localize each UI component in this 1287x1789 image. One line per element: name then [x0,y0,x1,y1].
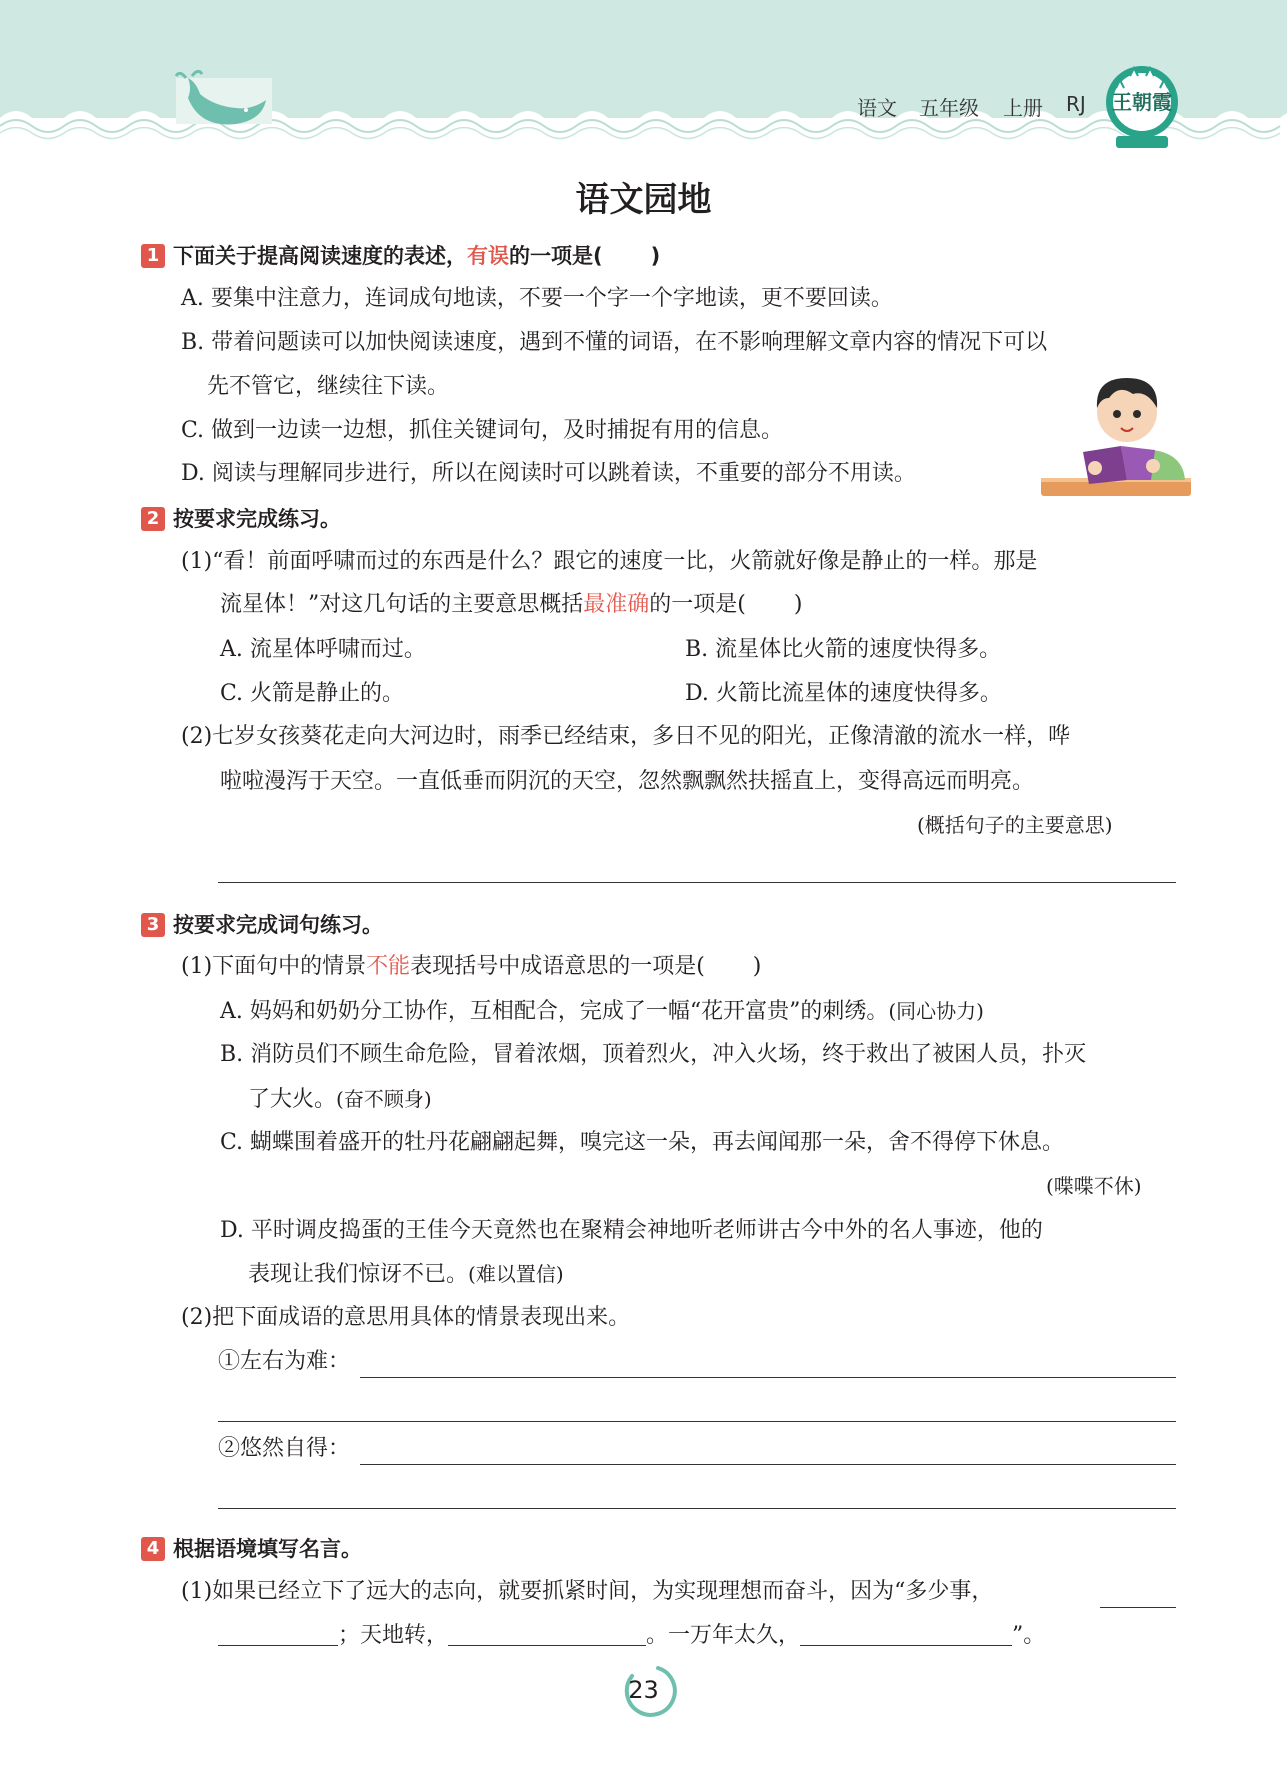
header-grade: 五年级 [919,96,979,120]
top-banner [0,0,1287,160]
option-text: D. 平时调皮捣蛋的王佳今天竟然也在聚精会神地听老师讲古今中外的名人事迹，他的 [220,1218,1043,1243]
option-text: A. 流星体呼啸而过。 [220,637,426,662]
sub-question-text: (1)“看！前面呼啸而过的东西是什么？跟它的速度一比，火箭就好像是静止的一样。那是 [181,549,1038,574]
page-title: 语文园地 [575,180,712,220]
question-2-stem: 2 按要求完成练习。 [141,504,341,534]
answer-line[interactable] [218,1421,1176,1422]
whale-icon [176,71,272,124]
header-volume: 上册 [1003,96,1043,120]
idiom-item: ①左右为难： [218,1349,351,1374]
idiom-item: ②悠然自得： [218,1436,351,1461]
question-number: 1 [141,244,165,268]
option-text: 表现让我们惊讶不已。(难以置信) [248,1262,564,1287]
question-number: 3 [141,913,165,937]
sub-question-text: (1)如果已经立下了远大的志向，就要抓紧时间，为实现理想而奋斗，因为“多少事， [181,1579,994,1604]
option-text: D. 阅读与理解同步进行，所以在阅读时可以跳着读，不重要的部分不用读。 [181,461,916,486]
boy-reading-illustration [1035,368,1195,508]
answer-blank[interactable] [218,1623,338,1646]
answer-line[interactable] [360,1464,1176,1465]
question-3-stem: 3 按要求完成词句练习。 [141,910,383,940]
answer-blank[interactable] [1100,1607,1176,1608]
brand-logo [1102,58,1182,154]
sub-question-text: (2)把下面成语的意思用具体的情景表现出来。 [181,1305,631,1330]
option-text: 先不管它，继续往下读。 [207,374,450,399]
question-4-stem: 4 根据语境填写名言。 [141,1534,362,1564]
answer-line[interactable] [218,882,1176,883]
instruction-hint: (概括句子的主要意思) [917,813,1113,837]
sub-question-text: (2)七岁女孩葵花走向大河边时，雨季已经结束，多日不见的阳光，正像清澈的流水一样，哗 [181,724,1071,749]
answer-line[interactable] [360,1377,1176,1378]
option-text: B. 流星体比火箭的速度快得多。 [685,637,1002,662]
answer-blank[interactable] [800,1623,1012,1646]
option-text: A. 妈妈和奶奶分工协作，互相配合，完成了一幅“花开富贵”的刺绣。(同心协力) [220,999,984,1024]
option-text: B. 消防员们不顾生命危险，冒着浓烟，顶着烈火，冲入火场，终于救出了被困人员，扑灭 [220,1042,1087,1067]
option-text: C. 蝴蝶围着盛开的牡丹花翩翩起舞，嗅完这一朵，再去闻闻那一朵，舍不得停下休息。 [220,1130,1065,1155]
sub-question-text: 流星体！”对这几句话的主要意思概括最准确的一项是( ) [220,592,803,617]
header-edition: RJ [1066,92,1086,116]
question-number: 2 [141,507,165,531]
option-text: 了大火。(奋不顾身) [248,1087,432,1112]
answer-line[interactable] [218,1508,1176,1509]
option-text: B. 带着问题读可以加快阅读速度，遇到不懂的词语，在不影响理解文章内容的情况下可以 [181,330,1048,355]
option-text: C. 做到一边读一边想，抓住关键词句，及时捕捉有用的信息。 [181,418,784,443]
option-text: A. 要集中注意力，连词成句地读，不要一个字一个字地读，更不要回读。 [181,286,893,311]
answer-blank[interactable] [448,1623,646,1646]
page-number: 23 [628,1676,659,1704]
sub-question-text: ；天地转， 。一万年太久， ”。 [218,1621,1045,1651]
option-text: D. 火箭比流星体的速度快得多。 [685,681,1002,706]
question-1-stem: 1 下面关于提高阅读速度的表述，有误的一项是( ) [141,241,660,271]
header-subject: 语文 [857,96,897,120]
brand-name: 王朝霞 [1112,90,1172,114]
instruction-hint: (喋喋不休) [1046,1174,1142,1198]
sub-question-text: 啦啦漫泻于天空。一直低垂而阴沉的天空，忽然飘飘然扶摇直上，变得高远而明亮。 [220,769,1035,794]
option-text: C. 火箭是静止的。 [220,681,405,706]
sub-question-text: (1)下面句中的情景不能表现括号中成语意思的一项是( ) [181,954,762,979]
question-number: 4 [141,1537,165,1561]
